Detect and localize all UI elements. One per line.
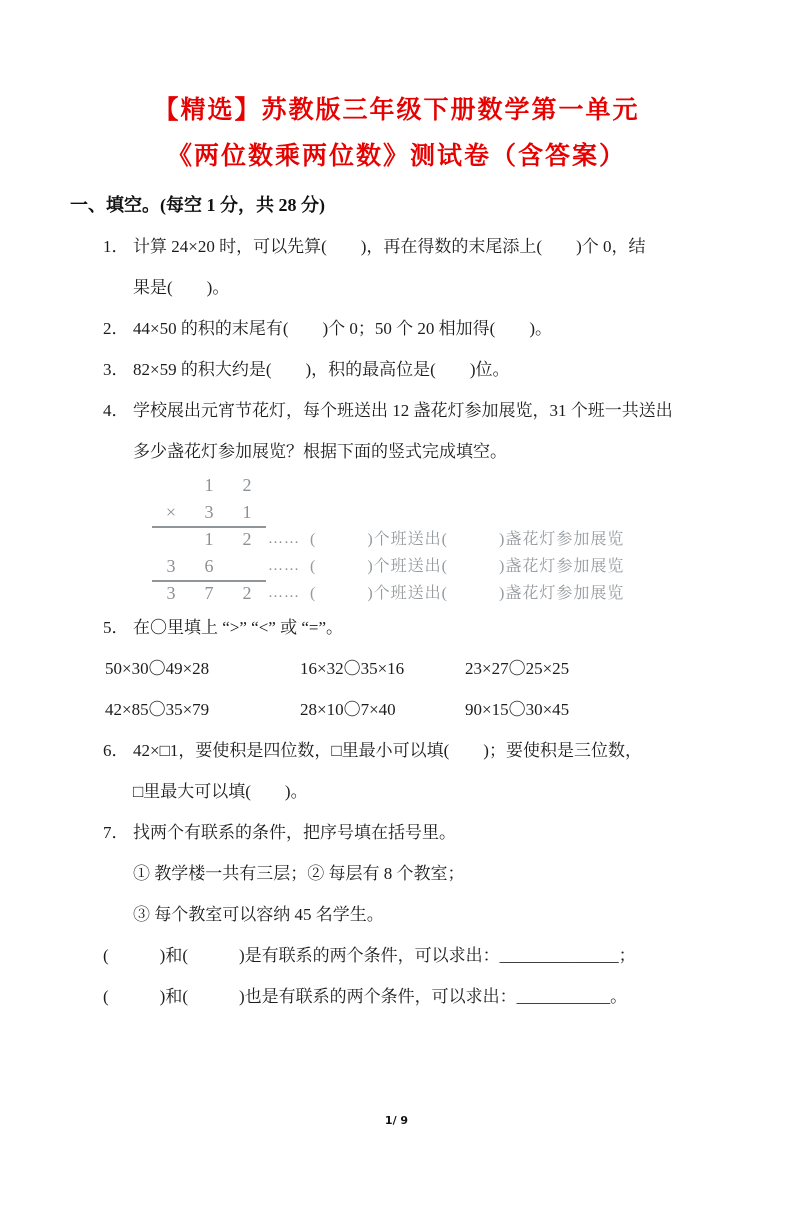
digit-cell: 1 (242, 502, 252, 522)
question-3-text-1: 82×59 的积大约是( )，积的最高位是( )位。 (133, 360, 510, 379)
digit-cell: 3 (204, 502, 214, 522)
vertical-multiplication-figure (152, 472, 793, 607)
digit-cell: 7 (204, 583, 214, 603)
comparison-item: 23×27〇25×25 (465, 659, 570, 678)
digit-cell: 2 (242, 529, 252, 549)
question-5-text-1: 在〇里填上 “>” “<” 或 “=”。 (133, 618, 344, 637)
question-5-comparisons-row-1 (70, 648, 793, 689)
question-6-line-2: □里最大可以填( )。 (133, 782, 308, 801)
comparison-item: 90×15〇30×45 (465, 700, 570, 719)
question-7-number: 7． (103, 823, 129, 842)
multiplicand-row (152, 472, 793, 499)
figure-annotation-3: ( )个班送出( )盏花灯参加展览 (310, 585, 625, 602)
comparison-item: 42×85〇35×79 (105, 700, 210, 719)
title-line-2: 《两位数乘两位数》测试卷（含答案） (166, 143, 626, 170)
question-7-conditions-1-2: ① 教学楼一共有三层；② 每层有 8 个教室； (133, 864, 465, 883)
digit-cell: 1 (204, 529, 214, 549)
question-4-line-1 (70, 390, 793, 431)
question-3-number: 3． (103, 360, 129, 379)
question-2-text-1: 44×50 的积的末尾有( )个 0；50 个 20 相加得( )。 (133, 319, 552, 338)
comparison-item: 50×30〇49×28 (105, 659, 210, 678)
question-5-number: 5． (103, 618, 129, 637)
document-title (0, 88, 793, 180)
ellipsis-dots: …… (268, 531, 300, 547)
multiplier-row (152, 499, 793, 526)
question-7-condition-3: ③ 每个教室可以容纳 45 名学生。 (133, 905, 384, 924)
partial-product-1-row (152, 526, 793, 553)
title-line-1: 【精选】苏教版三年级下册数学第一单元 (153, 97, 640, 124)
final-product-row (152, 580, 793, 607)
digit-cell: 3 (166, 583, 176, 603)
page-number: 1/ 9 (384, 1114, 409, 1127)
figure-annotation-1: ( )个班送出( )盏花灯参加展览 (310, 531, 625, 548)
question-3-line-1 (70, 349, 793, 390)
digit-grid-row-1 (152, 472, 266, 499)
question-1-text-1: 计算 24×20 时，可以先算( )，再在得数的末尾添上( )个 0，结 (133, 237, 646, 256)
digit-cell: 2 (242, 475, 252, 495)
question-4-line-2: 多少盏花灯参加展览？根据下面的竖式完成填空。 (133, 442, 507, 461)
multiply-sign: × (165, 502, 177, 522)
digit-cell: 6 (204, 556, 214, 576)
question-4-number: 4． (103, 401, 129, 420)
question-1-number: 1． (103, 237, 129, 256)
digit-grid-row-4 (152, 553, 266, 582)
question-2-number: 2． (103, 319, 129, 338)
question-7-line-1 (70, 812, 793, 853)
question-5-comparisons-row-2 (70, 689, 793, 730)
ellipsis-dots: …… (268, 585, 300, 601)
digit-cell: 2 (242, 583, 252, 603)
question-list (70, 226, 793, 1017)
comparison-item: 16×32〇35×16 (300, 659, 405, 678)
comparison-item: 28×10〇7×40 (300, 700, 396, 719)
question-6-number: 6． (103, 741, 129, 760)
digit-cell: 3 (166, 556, 176, 576)
figure-annotation-2: ( )个班送出( )盏花灯参加展览 (310, 558, 625, 575)
digit-grid-row-3 (152, 526, 266, 553)
question-7-answer-line-1: ( )和( )是有联系的两个条件，可以求出：______________； (103, 946, 636, 965)
question-7-answer-line-2: ( )和( )也是有联系的两个条件，可以求出：___________。 (103, 987, 628, 1006)
question-2-line-1 (70, 308, 793, 349)
digit-grid-row-5 (152, 580, 266, 607)
worksheet-page (0, 88, 793, 1210)
question-1-line-1 (70, 226, 793, 267)
digit-cell: 1 (204, 475, 214, 495)
section-heading: 一、填空。(每空 1 分，共 28 分) (70, 195, 325, 215)
partial-product-2-row (152, 553, 793, 580)
question-4-text-1: 学校展出元宵节花灯，每个班送出 12 盏花灯参加展览，31 个班一共送出 (133, 401, 673, 420)
question-6-line-1 (70, 730, 793, 771)
question-6-text-1: 42×□1，要使积是四位数，□里最小可以填( )；要使积是三位数， (133, 741, 642, 760)
digit-grid-row-2 (152, 499, 266, 528)
question-5-line-1 (70, 607, 793, 648)
ellipsis-dots: …… (268, 558, 300, 574)
question-1-line-2: 果是( )。 (133, 278, 230, 297)
question-7-text-1: 找两个有联系的条件，把序号填在括号里。 (133, 823, 456, 842)
